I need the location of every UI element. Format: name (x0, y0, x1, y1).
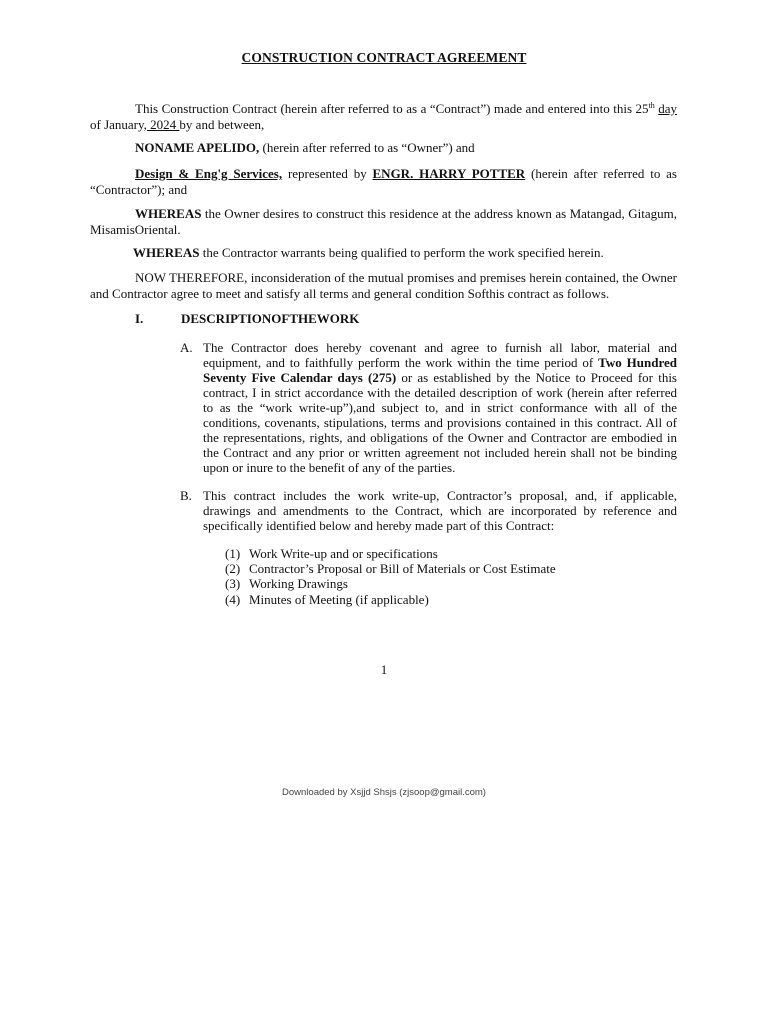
clause-a-text-1: The Contractor does hereby covenant and agree to furnish all labor, material and equipment, and to faithfully perform the work within the time period of (203, 340, 677, 370)
list-item-text: Working Drawings (249, 576, 348, 591)
list-item-number: (2) (225, 561, 241, 576)
list-item-text: Contractor’s Proposal or Bill of Materials or Cost Estimate (249, 561, 556, 576)
intro-year: , 2024 (143, 116, 180, 132)
contractor-representative: ENGR. HARRY POTTER (372, 166, 526, 181)
list-item-number: (1) (225, 546, 241, 561)
clause-a (180, 340, 677, 475)
list-item (225, 546, 438, 561)
intro-ordinal-suffix: th (648, 101, 655, 110)
whereas-keyword: WHEREAS (135, 206, 202, 221)
list-item-text: Work Write-up and or specifications (249, 546, 438, 561)
clause-b-text: This contract includes the work write-up, Contractor’s proposal, and, if applicable, drawings and amendments to the Contract, which are incorporated by reference and specifically identified below and hereby made part of this Contract: (203, 488, 677, 533)
list-item-text: Minutes of Meeting (if applicable) (249, 592, 429, 607)
list-item (225, 561, 556, 576)
list-item-number: (3) (225, 576, 241, 591)
contractor-company: Design & Eng'g Services, (135, 166, 283, 181)
whereas-contractor-paragraph (90, 245, 677, 261)
contractor-rest: (herein after referred to as “Contractor”); and (90, 166, 677, 197)
list-item (225, 592, 429, 607)
intro-paragraph (90, 101, 677, 132)
clause-a-label: A. (180, 340, 193, 355)
clause-a-text (203, 340, 677, 475)
page-number: 1 (380, 662, 388, 677)
clause-b (180, 488, 677, 533)
owner-rest: (herein after referred to as “Owner”) and (259, 140, 475, 155)
intro-text-1: This Construction Contract (herein after referred to as a “Contract”) made and entered into this 25 (135, 101, 649, 116)
whereas-keyword: WHEREAS (133, 245, 200, 260)
clause-b-label: B. (180, 488, 192, 503)
owner-name: NONAME APELIDO, (135, 140, 260, 155)
whereas-contractor-text: the Contractor warrants being qualified to perform the work specified herein. (199, 245, 604, 260)
document-title: CONSTRUCTION CONTRACT AGREEMENT (241, 50, 527, 65)
list-item (225, 576, 348, 591)
clause-a-text-2: or as established by the Notice to Proceed for this contract, I in strict accordance with the detailed description of work (herein after referred to as the “work write-up”),and subject to, and in strict conformance with all of the conditions, covenants, stipulations, terms and provisions contained in this contract. All of the representations, rights, and obligations of the Owner and Contractor are embodied in the Contract and any prior or written agreement not included herein shall not be binding upon or inure to the benefit of any of the parties. (203, 370, 677, 475)
section-title: DESCRIPTIONOFTHEWORK (181, 311, 360, 326)
section-number: I. (135, 311, 144, 326)
intro-day-word: day (658, 101, 678, 116)
list-item-number: (4) (225, 592, 241, 607)
intro-text-3: by and between, (179, 116, 265, 132)
whereas-owner-paragraph (90, 206, 677, 237)
owner-paragraph (90, 140, 677, 156)
clause-a-duration: Two Hundred Seventy Five Calendar days (275) (203, 355, 677, 385)
download-footer: Downloaded by Xsjjd Shsjs (zjsoop@gmail.com) (282, 787, 486, 798)
contractor-paragraph (90, 166, 677, 197)
contractor-mid: represented by (282, 166, 373, 181)
intro-text-2: of January (90, 116, 144, 132)
whereas-owner-text: the Owner desires to construct this residence at the address known as Matangad, Gitagum, MisamisOriental. (90, 206, 677, 237)
now-therefore-paragraph: NOW THEREFORE, inconsideration of the mutual promises and premises herein contained, the Owner and Contractor agree to meet and satisfy all terms and general condition Softhis contract as follows. (90, 270, 677, 301)
